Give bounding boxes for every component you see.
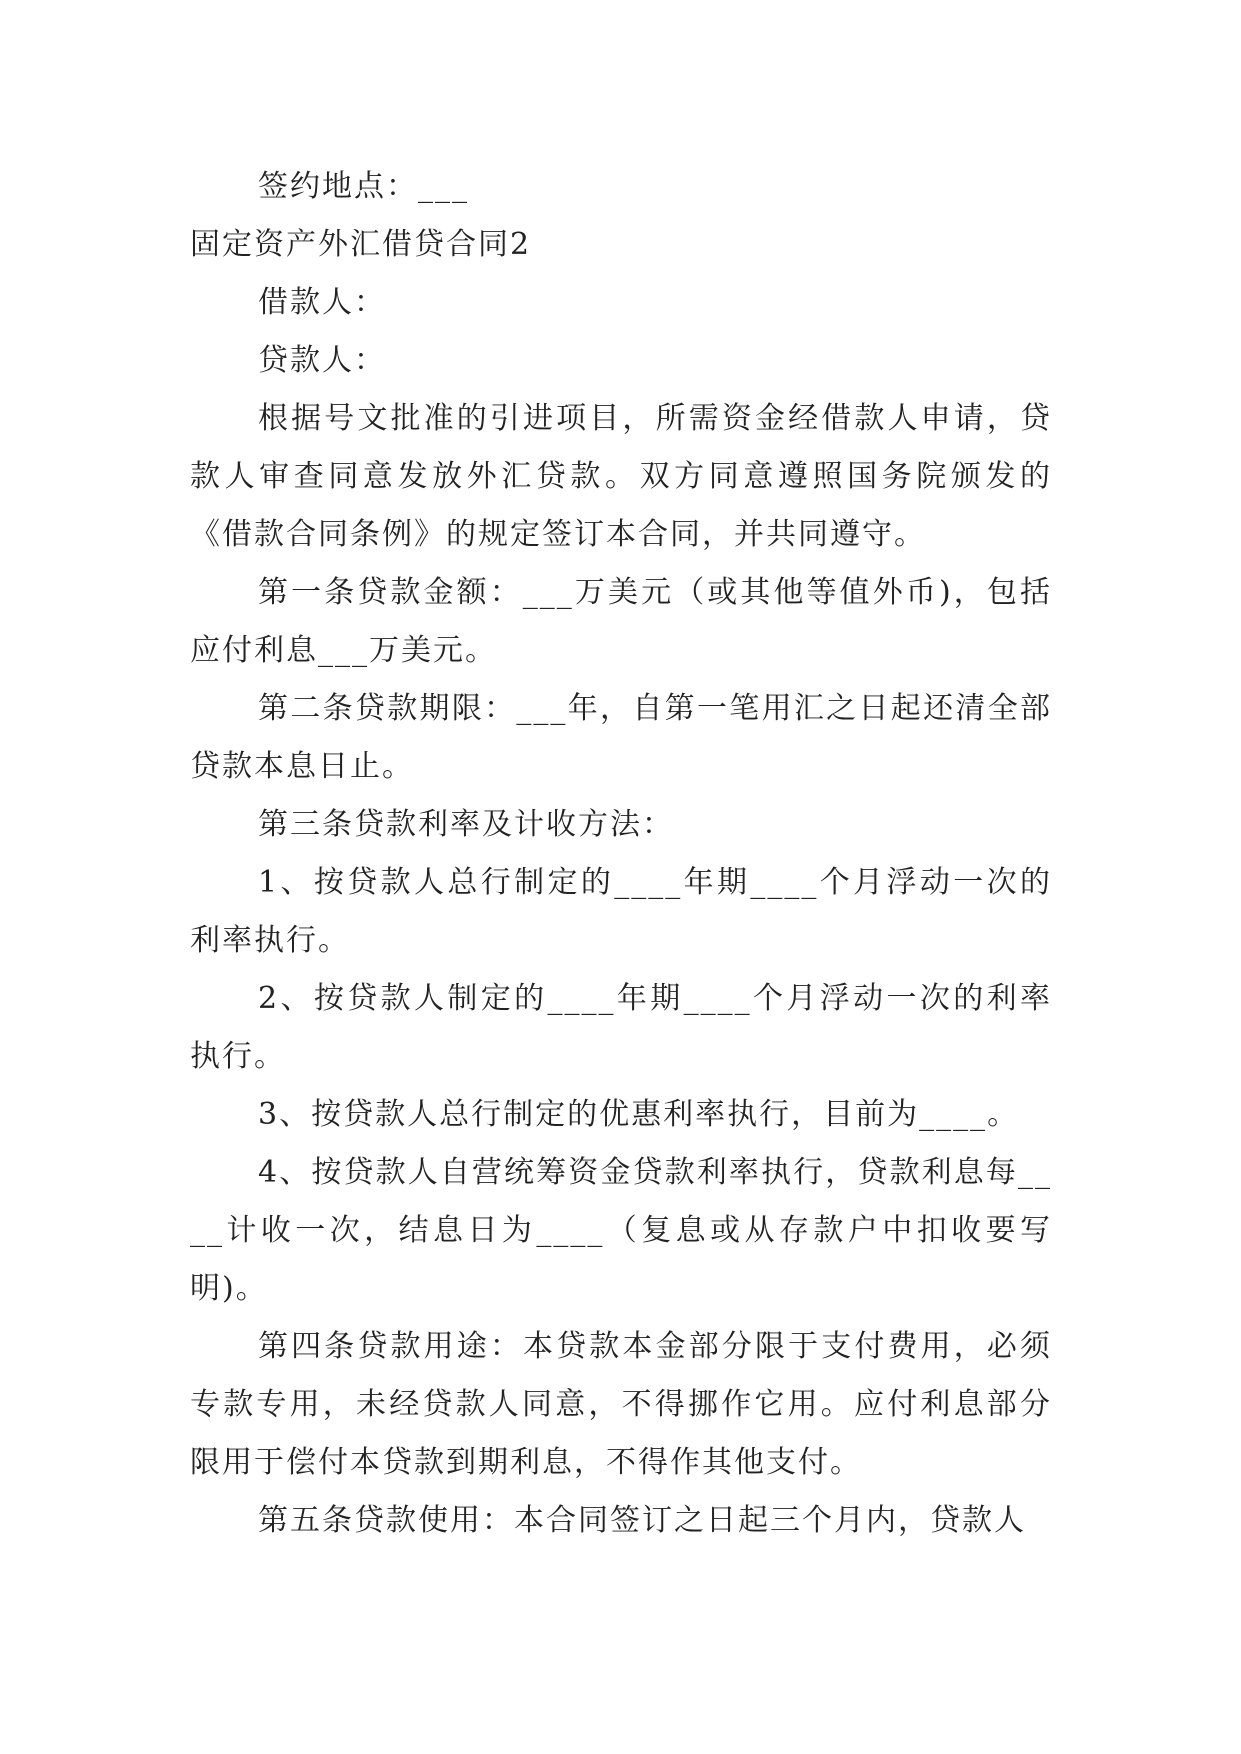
article-1: 第一条贷款金额：___万美元（或其他等值外币)，包括应付利息___万美元。: [190, 575, 1052, 668]
article-2: 第二条贷款期限：___年，自第一笔用汇之日起还清全部贷款本息日止。: [190, 691, 1052, 784]
document-body: [190, 158, 1052, 1550]
contract-title: 固定资产外汇借贷合同2: [190, 227, 532, 262]
article-3-item-2: 2、按贷款人制定的____年期____个月浮动一次的利率执行。: [190, 981, 1052, 1074]
article-3-heading: 第三条贷款利率及计收方法：: [258, 807, 674, 842]
borrower-line: 借款人：: [258, 285, 386, 320]
article-5: 第五条贷款使用：本合同签订之日起三个月内，贷款人: [258, 1503, 1026, 1538]
article-3-item-4: 4、按贷款人自营统筹资金贷款利率执行，贷款利息每____计收一次，结息日为____（复息或从存款户中扣收要写明)。: [190, 1155, 1052, 1306]
article-4: 第四条贷款用途：本贷款本金部分限于支付费用，必须专款专用，未经贷款人同意，不得挪作它用。应付利息部分限用于偿付本贷款到期利息，不得作其他支付。: [190, 1329, 1052, 1480]
article-3-item-3: 3、按贷款人总行制定的优惠利率执行，目前为____。: [258, 1097, 1020, 1132]
article-3-item-1: 1、按贷款人总行制定的____年期____个月浮动一次的利率执行。: [190, 865, 1052, 958]
preamble-paragraph: 根据号文批准的引进项目，所需资金经借款人申请，贷款人审查同意发放外汇贷款。双方同意遵照国务院颁发的《借款合同条例》的规定签订本合同，并共同遵守。: [190, 401, 1052, 552]
signing-place: 签约地点：___: [258, 169, 469, 204]
lender-line: 贷款人：: [258, 343, 386, 378]
